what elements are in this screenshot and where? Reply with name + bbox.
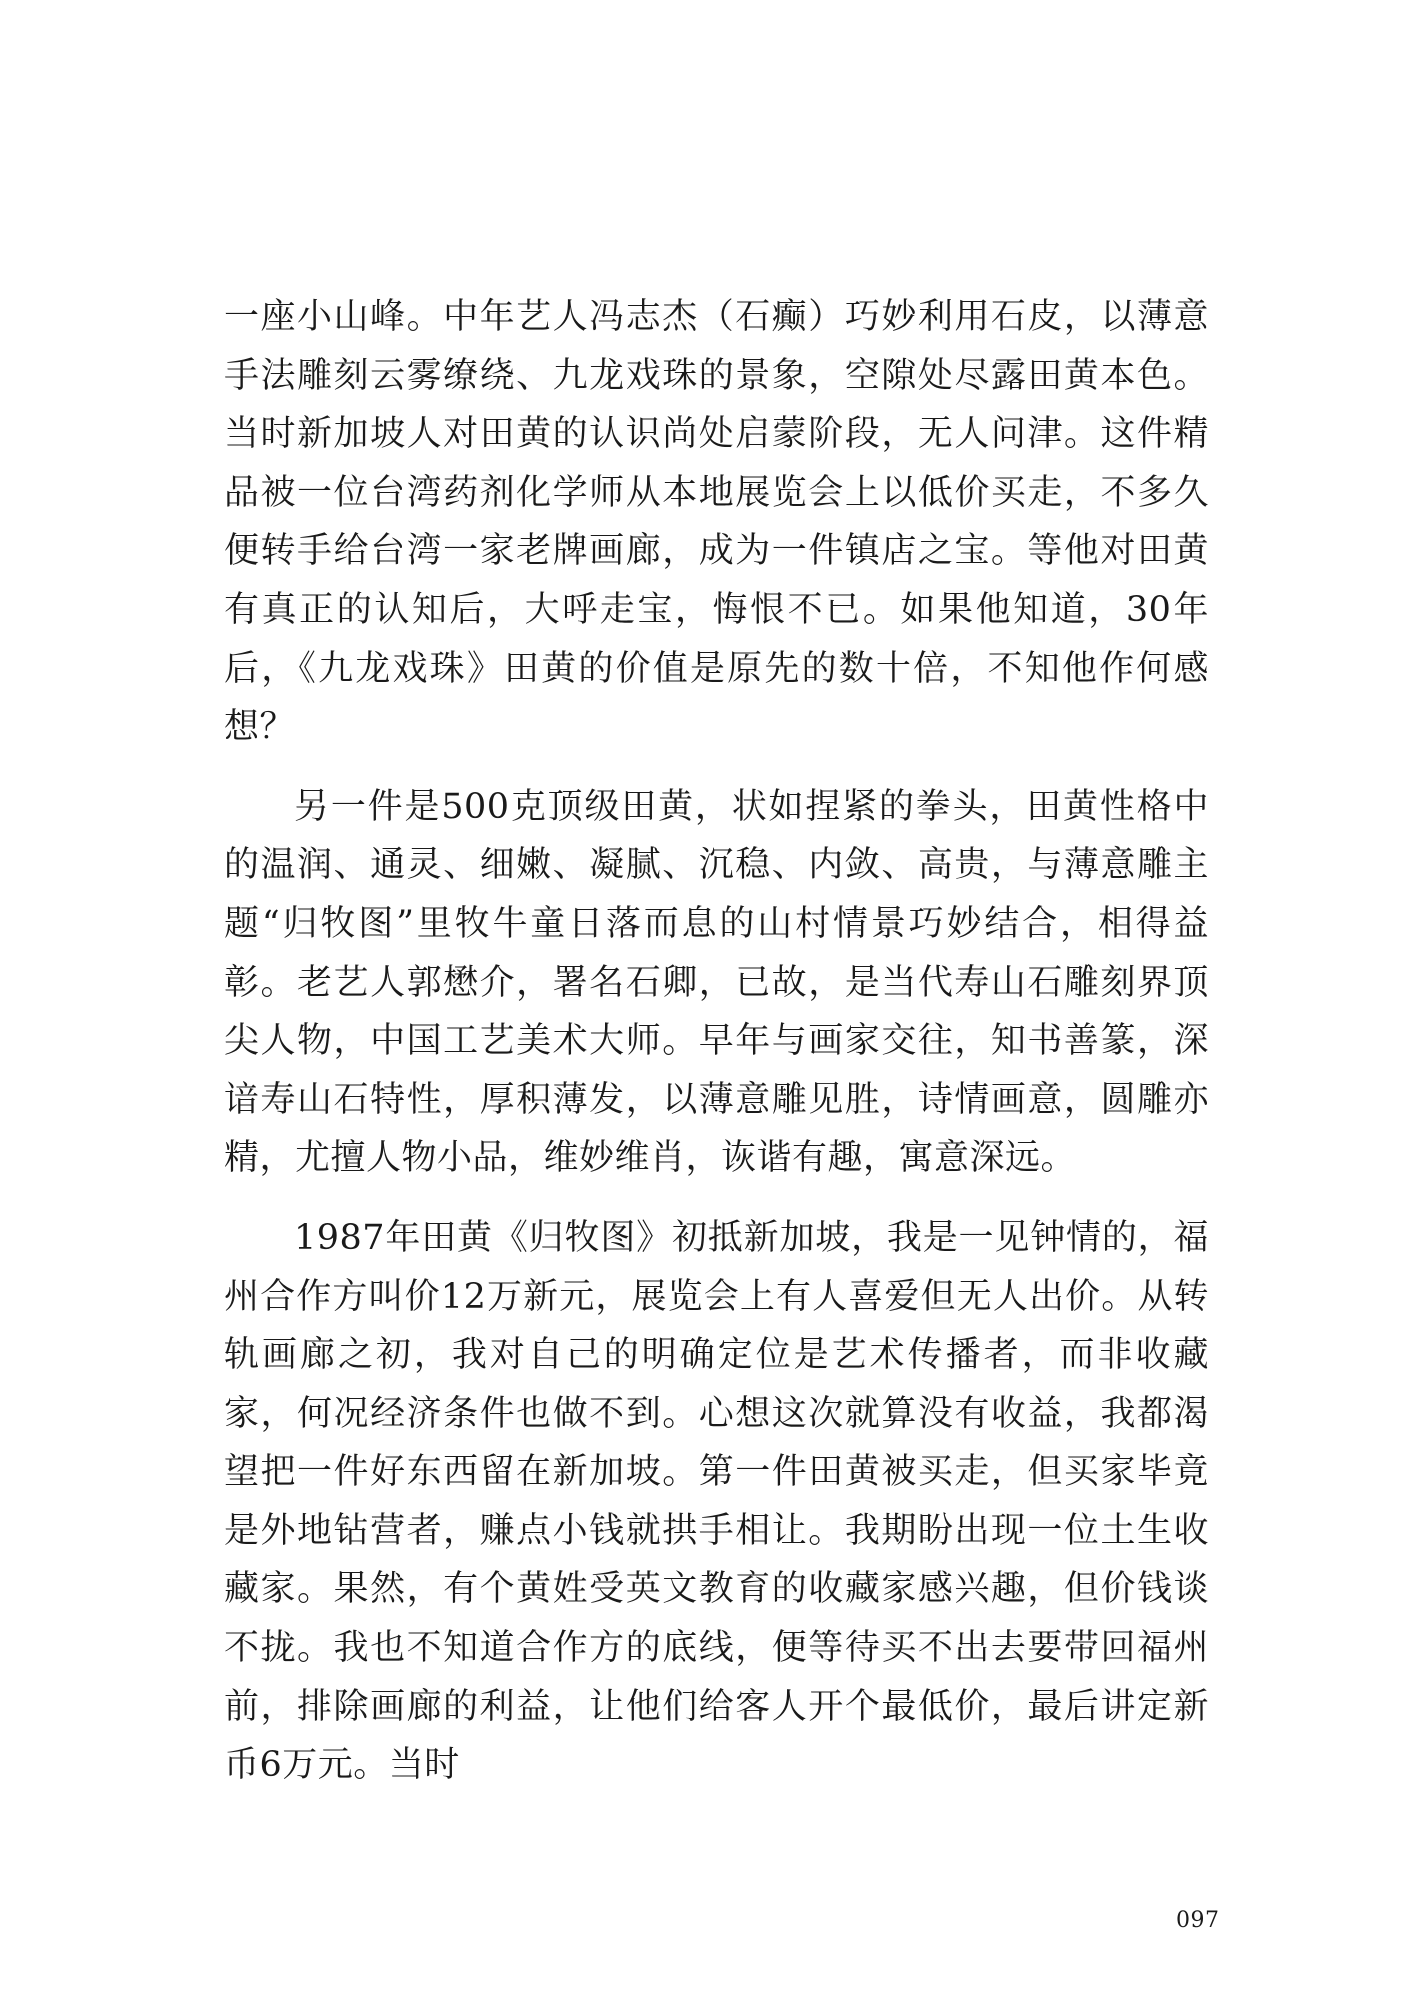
paragraph-2: 另一件是500克顶级田黄，状如捏紧的拳头，田黄性格中的温润、通灵、细嫩、凝腻、沉稳、内敛、高贵，与薄意雕主题“归牧图”里牧牛童日落而息的山村情景巧妙结合，相得益彰。老艺人郭懋介，署名石卿，已故，是当代寿山石雕刻界顶尖人物，中国工艺美术大师。早年与画家交往，知书善篆，深谙寿山石特性，厚积薄发，以薄意雕见胜，诗情画意，圆雕亦精，尤擅人物小品，维妙维肖，诙谐有趣，寓意深远。 (224, 786, 1209, 1179)
body-text (224, 288, 1209, 1795)
paragraph-3: 1987年田黄《归牧图》初抵新加坡，我是一见钟情的，福州合作方叫价12万新元，展览会上有人喜爱但无人出价。从转轨画廊之初，我对自己的明确定位是艺术传播者，而非收藏家，何况经济条件也做不到。心想这次就算没有收益，我都渴望把一件好东西留在新加坡。第一件田黄被买走，但买家毕竟是外地钻营者，赚点小钱就拱手相让。我期盼出现一位土生收藏家。果然，有个黄姓受英文教育的收藏家感兴趣，但价钱谈不拢。我也不知道合作方的底线，便等待买不出去要带回福州前，排除画廊的利益，让他们给客人开个最低价，最后讲定新币6万元。当时 (224, 1217, 1209, 1786)
page-number: 097 (1176, 1908, 1220, 1933)
paragraph-1: 一座小山峰。中年艺人冯志杰（石癫）巧妙利用石皮，以薄意手法雕刻云雾缭绕、九龙戏珠的景象，空隙处尽露田黄本色。当时新加坡人对田黄的认识尚处启蒙阶段，无人问津。这件精品被一位台湾药剂化学师从本地展览会上以低价买走，不多久便转手给台湾一家老牌画廊，成为一件镇店之宝。等他对田黄有真正的认知后，大呼走宝，悔恨不已。如果他知道，30年后，《九龙戏珠》田黄的价值是原先的数十倍，不知他作何感想？ (224, 297, 1209, 748)
